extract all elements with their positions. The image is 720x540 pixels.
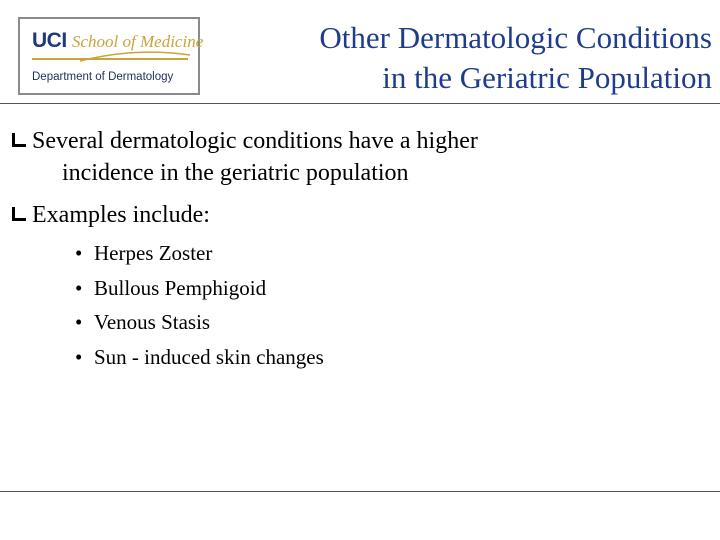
list-item — [75, 271, 324, 306]
bullet-dot-icon: • — [75, 310, 83, 334]
list-item — [75, 305, 324, 340]
slide-title-line-1: Other Dermatologic Conditions — [319, 20, 712, 55]
bullet-text: Several dermatologic conditions have a higher — [32, 128, 478, 154]
square-bullet-icon — [12, 133, 26, 147]
example-text: Venous Stasis — [94, 310, 211, 334]
footer-divider — [0, 491, 720, 492]
bullet-text-continued: incidence in the geriatric population — [62, 160, 409, 186]
example-text: Bullous Pemphigoid — [94, 275, 267, 300]
examples-list — [75, 236, 324, 374]
bullet-item — [12, 125, 478, 189]
list-item — [75, 236, 324, 271]
logo-uci-text: UCI — [32, 29, 67, 52]
logo-school-text: School of Medicine — [72, 32, 204, 51]
bullet-dot-icon: • — [75, 344, 83, 369]
ucl-logo — [18, 17, 204, 95]
bullet-text: Examples include: — [32, 202, 210, 228]
logo-divider — [32, 58, 188, 60]
logo-swoosh-icon — [80, 49, 190, 63]
slide-title — [319, 18, 712, 98]
bullet-dot-icon: • — [75, 275, 83, 300]
slide-title-line-2: in the Geriatric Population — [382, 60, 712, 95]
example-text: Herpes Zoster — [94, 241, 213, 265]
bullet-dot-icon: • — [75, 241, 83, 265]
list-item — [75, 340, 324, 375]
square-bullet-icon — [12, 207, 26, 221]
bullet-item — [12, 199, 210, 231]
example-text: Sun - induced skin changes — [94, 344, 324, 369]
logo-department-text: Department of Dermatology — [32, 71, 174, 83]
header-divider — [0, 103, 720, 104]
